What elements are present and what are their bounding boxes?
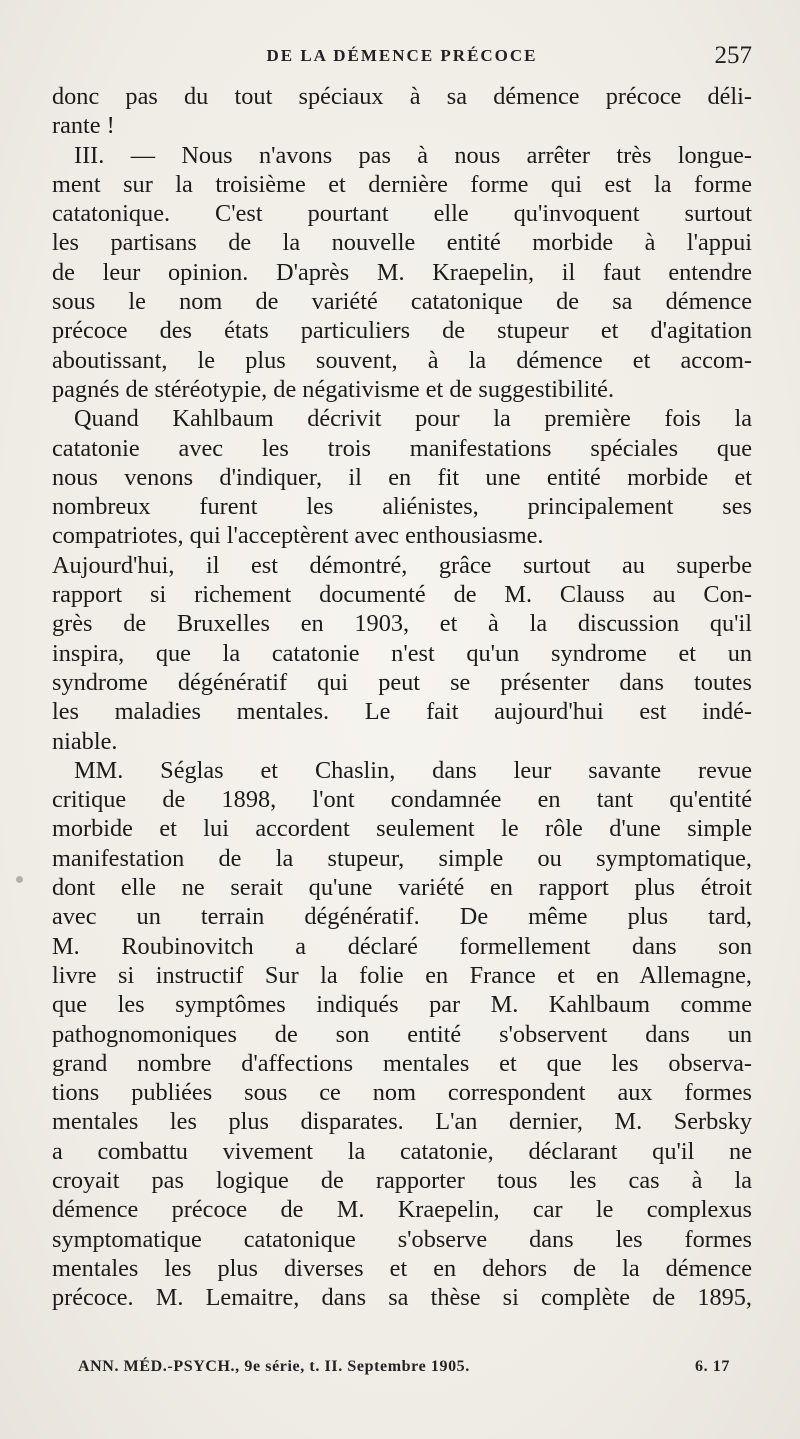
text-line: inspira, que la catatonie n'est qu'un syndrome et un xyxy=(52,639,752,667)
text-line: a combattu vivement la catatonie, déclarant qu'il ne xyxy=(52,1137,752,1165)
text-line: sous le nom de variété catatonique de sa démence xyxy=(52,288,752,316)
text-line: Aujourd'hui, il est démontré, grâce surtout au superbe xyxy=(52,551,752,579)
text-line: grand nombre d'affections mentales et que les observa- xyxy=(52,1049,752,1077)
text-line: symptomatique catatonique s'observe dans les formes xyxy=(52,1225,752,1253)
body-text xyxy=(52,82,752,1312)
text-line: rante ! xyxy=(52,112,115,140)
text-line: catatonie avec les trois manifestations spéciales que xyxy=(52,434,752,462)
text-line: nous venons d'indiquer, il en fit une entité morbide et xyxy=(52,463,752,491)
text-line: les partisans de la nouvelle entité morbide à l'appui xyxy=(52,229,752,257)
text-line: niable. xyxy=(52,727,118,755)
text-line: nombreux furent les aliénistes, principalement ses xyxy=(52,493,752,521)
text-line: manifestation de la stupeur, simple ou symptomatique, xyxy=(52,844,752,872)
text-line: de leur opinion. D'après M. Kraepelin, il faut entendre xyxy=(52,258,752,286)
text-line: que les symptômes indiqués par M. Kahlbaum comme xyxy=(52,991,752,1019)
text-line: avec un terrain dégénératif. De même plus tard, xyxy=(52,903,752,931)
text-line: donc pas du tout spéciaux à sa démence précoce déli- xyxy=(52,83,752,110)
text-line: ment sur la troisième et dernière forme qui est la forme xyxy=(52,170,752,198)
text-line: M. Roubinovitch a déclaré formellement dans son xyxy=(52,932,752,960)
text-line: mentales les plus disparates. L'an dernier, M. Serbsky xyxy=(52,1108,752,1136)
text-line: mentales les plus diverses et en dehors de la démence xyxy=(52,1254,752,1282)
text-line: précoce des états particuliers de stupeur et d'agitation xyxy=(52,317,752,345)
text-line: pagnés de stéréotypie, de négativisme et de suggestibilité. xyxy=(52,375,615,403)
text-line: III. — Nous n'avons pas à nous arrêter très longue- xyxy=(74,141,752,169)
text-line: tions publiées sous ce nom correspondent aux formes xyxy=(52,1079,752,1107)
text-line: MM. Séglas et Chaslin, dans leur savante revue xyxy=(74,756,752,784)
text-line: démence précoce de M. Kraepelin, car le complexus xyxy=(52,1196,752,1224)
text-line: morbide et lui accordent seulement le rôle d'une simple xyxy=(52,815,752,843)
text-line: précoce. M. Lemaitre, dans sa thèse si complète de 1895, xyxy=(52,1284,752,1312)
text-line: dont elle ne serait qu'une variété en rapport plus étroit xyxy=(52,874,752,902)
text-line: critique de 1898, l'ont condamnée en tant qu'entité xyxy=(52,786,752,814)
text-line: les maladies mentales. Le fait aujourd'hui est indé- xyxy=(52,698,752,726)
text-line: pathognomoniques de son entité s'observent dans un xyxy=(52,1020,752,1048)
page-stain xyxy=(16,876,23,883)
running-head xyxy=(52,38,752,78)
text-line: compatriotes, qui l'acceptèrent avec enthousiasme. xyxy=(52,522,544,550)
text-line: syndrome dégénératif qui peut se présenter dans toutes xyxy=(52,668,752,696)
footer-signature: 6. 17 xyxy=(695,1358,730,1375)
text-line: rapport si richement documenté de M. Clauss au Con- xyxy=(52,581,752,609)
text-line: catatonique. C'est pourtant elle qu'invoquent surtout xyxy=(52,200,752,228)
text-line: Quand Kahlbaum décrivit pour la première fois la xyxy=(74,405,752,433)
running-title: DE LA DÉMENCE PRÉCOCE xyxy=(266,46,538,65)
page-number: 257 xyxy=(714,42,752,69)
footer-citation: ANN. MÉD.-PSYCH., 9e série, t. II. Septembre 1905. xyxy=(78,1358,470,1375)
text-line: livre si instructif Sur la folie en France et en Allemagne, xyxy=(52,961,752,989)
text-line: aboutissant, le plus souvent, à la démence et accom- xyxy=(52,346,752,374)
text-line: grès de Bruxelles en 1903, et à la discussion qu'il xyxy=(52,610,752,638)
text-line: croyait pas logique de rapporter tous les cas à la xyxy=(52,1166,752,1194)
